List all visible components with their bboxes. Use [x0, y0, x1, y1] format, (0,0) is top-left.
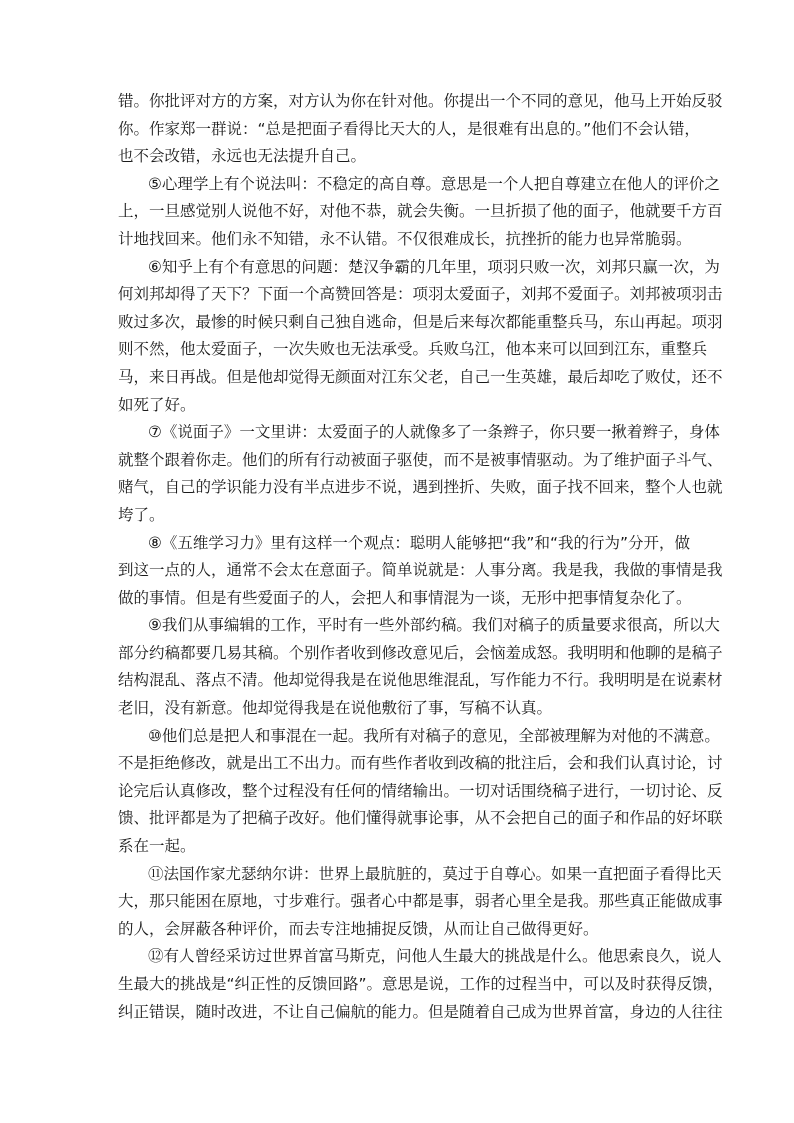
text-line: ⑤心理学上有个说法叫：不稳定的高自尊。意思是一个人把自尊建立在他人的评价之 — [148, 174, 720, 193]
paragraph — [118, 254, 723, 420]
text-line: ⑥知乎上有个有意思的问题：楚汉争霸的几年里，项羽只败一次，刘邦只赢一次，为 — [148, 257, 720, 276]
text-line: 错。你批评对方的方案，对方认为你在针对他。你提出一个不同的意见，他马上开始反驳 — [118, 92, 723, 110]
text-line: 也不会改错，永远也无法提升自己。 — [118, 147, 367, 166]
text-line: 你。作家郑一群说：“总是把面子看得比天大的人，是很难有出息的。”他们不会认错， — [118, 119, 700, 138]
paragraph — [118, 723, 723, 861]
text-line: 则不然，他太爱面子，一次失败也无法承受。兵败乌江，他本来可以回到江东，重整兵 — [118, 340, 708, 359]
paragraph — [118, 943, 724, 1026]
text-line: ⑪法国作家尤瑟纳尔讲：世界上最肮脏的，莫过于自尊心。如果一直把面子看得比天 — [148, 864, 722, 883]
text-line: 系在一起。 — [118, 837, 196, 856]
text-line: 结构混乱、落点不清。他却觉得我是在说他思维混乱，写作能力不行。我明明是在说素材 — [118, 671, 723, 690]
article-body — [118, 88, 724, 1026]
paragraph — [118, 419, 723, 529]
text-line: 马，来日再战。但是他却觉得无颜面对江东父老，自己一生英雄，最后却吃了败仗，还不 — [118, 367, 723, 386]
text-line: 部分约稿都要几易其稿。个别作者收到修改意见后，会恼羞成怒。我明明和他聊的是稿子 — [118, 643, 723, 662]
text-line: ⑫有人曾经采访过世界首富马斯克，问他人生最大的挑战是什么。他思索良久，说人 — [148, 947, 722, 966]
text-line: 老旧，没有新意。他却觉得我是在说他敷衍了事，写稿不认真。 — [118, 699, 553, 718]
text-line: 计地找回来。他们永不知错，永不认错。不仅很难成长，抗挫折的能力也异常脆弱。 — [118, 229, 692, 248]
paragraph — [118, 88, 723, 171]
text-line: 做的事情。但是有些爱面子的人，会把人和事情混为一谈，无形中把事情复杂化了。 — [118, 588, 692, 607]
paragraph — [118, 861, 723, 944]
text-line: 大，那只能困在原地，寸步难行。强者心中都是事，弱者心里全是我。那些真正能做成事 — [118, 892, 723, 911]
paragraph — [118, 530, 723, 613]
text-line: 赌气，自己的学识能力没有半点进步不说，遇到挫折、失败，面子找不回来，整个人也就 — [118, 478, 723, 497]
text-line: ⑨我们从事编辑的工作，平时有一些外部约稿。我们对稿子的质量要求很高，所以大 — [148, 616, 720, 635]
text-line: 如死了好。 — [118, 395, 196, 414]
text-line: 到这一点的人，通常不会太在意面子。简单说就是：人事分离。我是我，我做的事情是我 — [118, 561, 723, 580]
text-line: 论完后认真修改，整个过程没有任何的情绪输出。一切对话围绕稿子进行，一切讨论、反 — [118, 781, 723, 800]
paragraph — [118, 171, 723, 254]
text-line: ⑦《说面子》一文里讲：太爱面子的人就像多了一条辫子，你只要一揪着辫子，身体 — [148, 423, 720, 442]
text-line: 上，一旦感觉别人说他不好，对他不恭，就会失衡。一旦折损了他的面子，他就要千方百 — [118, 202, 723, 221]
text-line: 的人，会屏蔽各种评价，而去专注地捕捉反馈，从而让自己做得更好。 — [118, 919, 599, 938]
text-line: 垮了。 — [118, 505, 165, 524]
text-line: 生最大的挑战是“纠正性的反馈回路”。意思是说，工作的过程当中，可以及时获得反馈， — [118, 975, 724, 993]
text-line: ⑩他们总是把人和事混在一起。我所有对稿子的意见，全部被理解为对他的不满意。 — [148, 726, 720, 745]
text-line: 败过多次，最惨的时候只剩自己独自逃命，但是后来每次都能重整兵马，东山再起。项羽 — [118, 312, 723, 331]
text-line: 不是拒绝修改，就是出工不出力。而有些作者收到改稿的批注后，会和我们认真讨论，讨 — [118, 754, 723, 773]
text-line: 纠正错误，随时改进，不让自己偏航的能力。但是随着自己成为世界首富，身边的人往往 — [118, 1002, 723, 1021]
text-line: 就整个跟着你走。他们的所有行动被面子驱使，而不是被事情驱动。为了维护面子斗气、 — [118, 450, 723, 469]
text-line: 何刘邦却得了天下？下面一个高赞回答是：项羽太爱面子，刘邦不爱面子。刘邦被项羽击 — [118, 285, 723, 304]
paragraph — [118, 612, 723, 722]
text-line: ⑧《五维学习力》里有这样一个观点：聪明人能够把“我”和“我的行为”分开，做 — [148, 533, 691, 552]
text-line: 馈、批评都是为了把稿子改好。他们懂得就事论事，从不会把自己的面子和作品的好坏联 — [118, 809, 723, 828]
